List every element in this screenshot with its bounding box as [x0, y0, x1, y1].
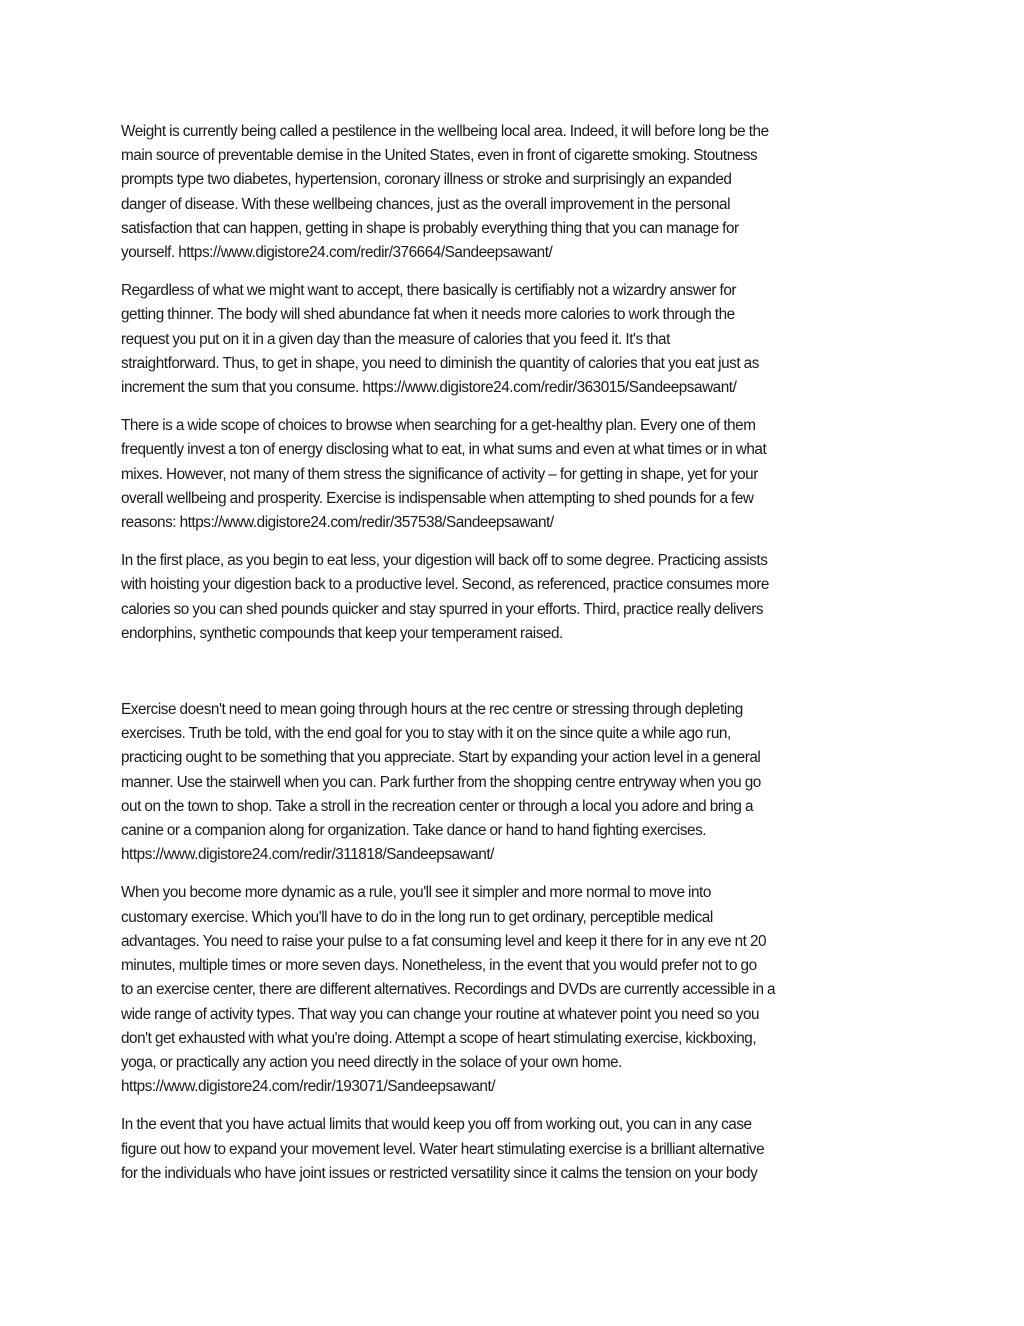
- paragraph: Exercise doesn't need to mean going through hours at the rec centre or stressing through depleting exercises. Truth be told, with the end goal for you to stay with it on the since quite a while ago run, practicing ought to be something that you appreciate. Start by expanding your action level in a general manner. Use the stairwell when you can. Park further from the shopping centre entryway when you go out on the town to shop. Take a stroll in the recreation center or through a local you adore and bring a canine or a companion along for organization. Take dance or hand to hand fighting exercises. https://www.digistore24.com/redir/311818/Sandeepsawant/: [121, 701, 761, 864]
- paragraph: In the event that you have actual limits that would keep you off from working out, you can in any case figure out how to expand your movement level. Water heart stimulating exercise is a brilliant alternative for the individuals who have joint issues or restricted versatility since it calms the tension on your body: [121, 1116, 765, 1182]
- paragraph: When you become more dynamic as a rule, you'll see it simpler and more normal to move into customary exercise. Which you'll have to do in the long run to get ordinary, perceptible medical advantages. You need to raise your pulse to a fat consuming level and keep it there for in any eve nt 20 minutes, multiple times or more seven days. Nonetheless, in the event that you would prefer not to go to an exercise center, there are different alternatives. Recordings and DVDs are currently accessible in a wide range of activity types. That way you can change your routine at whatever point you need so you don't get exhausted with what you're doing. Attempt a scope of heart stimulating exercise, kickboxing, yoga, or practically any action you need directly in the solace of your own home. https://www.digistore24.com/redir/193071/Sandeepsawant/: [121, 884, 776, 1096]
- paragraph: In the first place, as you begin to eat less, your digestion will back off to some degree. Practicing assists with hoisting your digestion back to a productive level. Second, as referenced, practice consumes more calories so you can shed pounds quicker and stay spurred in your efforts. Third, practice really delivers endorphins, synthetic compounds that keep your temperament raised.: [121, 552, 769, 642]
- paragraph-spacer: [121, 660, 907, 698]
- document-body: [121, 120, 907, 1200]
- paragraph: Weight is currently being called a pestilence in the wellbeing local area. Indeed, it will before long be the main source of preventable demise in the United States, even in front of cigarette smoking. Stoutness prompts type two diabetes, hypertension, coronary illness or stroke and surprisingly an expanded danger of disease. With these wellbeing chances, just as the overall improvement in the personal satisfaction that can happen, getting in shape is probably everything thing that you can manage for yourself. https://www.digistore24.com/redir/376664/Sandeepsawant/: [121, 123, 769, 262]
- paragraph: There is a wide scope of choices to browse when searching for a get-healthy plan. Every one of them frequently invest a ton of energy disclosing what to eat, in what sums and even at what times or in what mixes. However, not many of them stress the significance of activity – for getting in shape, yet for your overall wellbeing and prosperity. Exercise is indispensable when attempting to shed pounds for a few reasons: https://www.digistore24.com/redir/357538/Sandeepsawant/: [121, 417, 767, 532]
- paragraph: Regardless of what we might want to accept, there basically is certifiably not a wizardry answer for getting thinner. The body will shed abundance fat when it needs more calories to work through the request you put on it in a given day than the measure of calories that you feed it. It's that straightforward. Thus, to get in shape, you need to diminish the quantity of calories that you eat just as increment the sum that you consume. https://www.digistore24.com/redir/363015/Sandeepsawant/: [121, 282, 759, 397]
